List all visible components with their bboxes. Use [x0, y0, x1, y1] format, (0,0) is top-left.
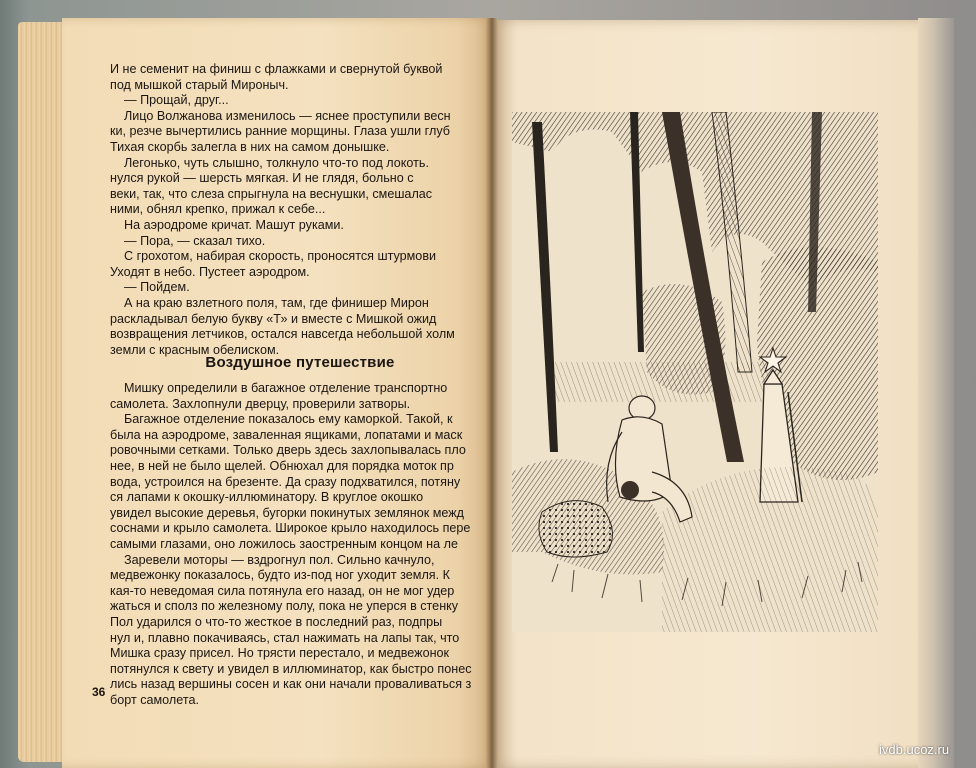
text-line: вода, устроился на брезенте. Да сразу подхватился, потяну — [110, 474, 461, 489]
text-block-bottom — [110, 381, 490, 708]
text-line: самолета. Захлопнули дверцу, проверили затворы. — [110, 396, 411, 411]
text-line: А на краю взлетного поля, там, где финишер Мирон — [110, 295, 429, 310]
text-block-top — [110, 62, 490, 358]
chapter-heading: Воздушное путешествие — [205, 354, 395, 371]
text-line: увидел высокие деревья, бугорки покинутых землянок межд — [110, 505, 465, 520]
text-line: Багажное отделение показалось ему каморкой. Такой, к — [110, 412, 453, 427]
text-line: Заревели моторы — вздрогнул пол. Сильно качнуло, — [110, 552, 435, 567]
text-line: Мишку определили в багажное отделение транспортно — [110, 381, 448, 395]
text-line: На аэродроме кричат. Машут руками. — [110, 217, 344, 232]
page-number: 36 — [92, 685, 106, 699]
text-line: была на аэродроме, заваленная ящиками, лопатами и маск — [110, 427, 463, 442]
forest-memorial-illustration — [512, 112, 878, 632]
right-page-edge — [918, 18, 954, 768]
text-line: нул и, плавно покачиваясь, стал нажимать на лапы так, что — [110, 630, 460, 645]
watermark: ivdb.ucoz.ru — [879, 742, 950, 757]
text-line: Легонько, чуть слышно, толкнуло что-то под локоть. — [110, 155, 429, 170]
text-line: ся лапами к окошку-иллюминатору. В круглое окошко — [110, 490, 424, 505]
text-line: нее, в ней не было щелей. Обнюхал для порядка моток пр — [110, 458, 454, 473]
text-line: ними, обнял крепко, прижал к себе... — [110, 202, 326, 217]
text-line: И не семенит на финиш с флажками и свернутой буквой — [110, 62, 443, 76]
text-line: возвращения летчиков, остался навсегда небольшой холм — [110, 327, 455, 342]
text-line: Тихая скорбь залегла в них на самом донышке. — [110, 139, 390, 154]
text-line: — Пора, — сказал тихо. — [110, 233, 266, 248]
text-line: ровочными сетками. Только дверь здесь захлопывалась пло — [110, 443, 466, 458]
text-line: под мышкой старый Мироныч. — [110, 77, 289, 92]
text-line: ки, резче вычертились ранние морщины. Глаза ушли глуб — [110, 124, 450, 139]
text-line: потянулся к свету и увидел в иллюминатор, как быстро понес — [110, 661, 472, 676]
text-line: — Прощай, друг... — [110, 93, 229, 108]
text-line: Мишка сразу присел. Но трясти перестало, и медвежонок — [110, 646, 450, 661]
text-line: Пол ударился о что-то жесткое в последний раз, подпры — [110, 614, 443, 629]
text-line: веки, так, что слеза спрыгнула на веснушки, смешалас — [110, 186, 433, 201]
text-line: соснами и крыло самолета. Широкое крыло находилось пере — [110, 521, 471, 536]
text-line: С грохотом, набирая скорость, проносятся штурмови — [110, 249, 437, 264]
text-line: земли с красным обелиском. — [110, 342, 280, 357]
text-line: медвежонку показалось, будто из-под ног уходит земля. К — [110, 568, 450, 583]
text-line: лись назад вершины сосен и как они начали проваливаться з — [110, 677, 472, 692]
text-line: Уходят в небо. Пустеет аэродром. — [110, 264, 310, 279]
text-line: кая-то неведомая сила потянула его назад, он не мог удер — [110, 583, 455, 598]
text-line: Лицо Волжанова изменилось — яснее проступили весн — [110, 108, 451, 123]
text-line: раскладывал белую букву «Т» и вместе с Мишкой ожид — [110, 311, 437, 326]
text-line: самыми глазами, оно ложилось заостренным концом на ле — [110, 536, 458, 551]
text-line: нулся рукой — шерсть мягкая. И не глядя, больно с — [110, 171, 414, 186]
text-line: жаться и сполз по железному полу, пока не уперся в стенку — [110, 599, 459, 614]
text-line: борт самолета. — [110, 692, 199, 707]
text-line: — Пойдем. — [110, 280, 190, 295]
